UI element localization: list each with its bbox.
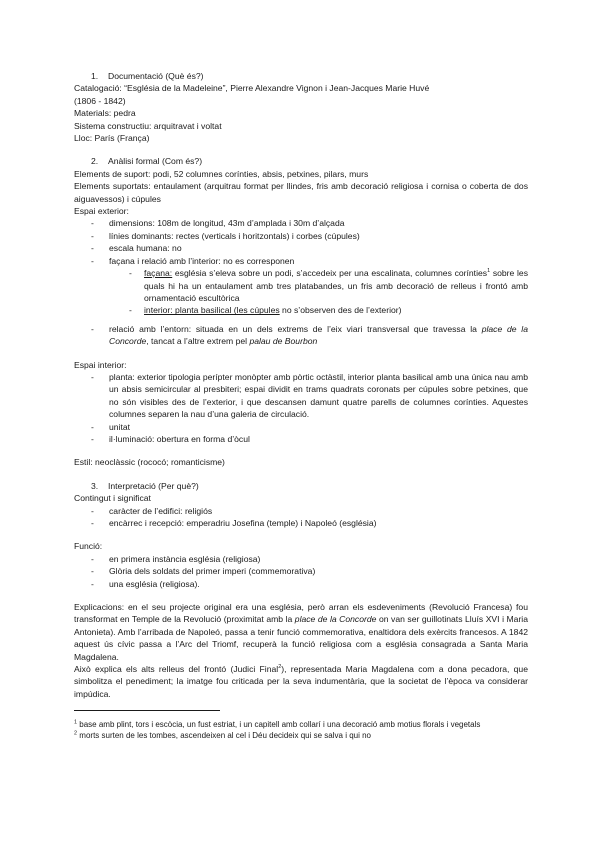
footnote-divider [74, 710, 220, 711]
footnote-ref-2[interactable]: 2 [278, 664, 282, 671]
section-2-number: 2. [91, 156, 99, 167]
footnote-1 [74, 719, 528, 730]
explanations-text-2: on van ser guillotinats Lluís XVI i Maria Antonieta). Amb l’arribada de Napoleó, passa a tenir funció commemorativa, enaltidora dels exèrcits francesos. A 1842 aquest ús cívic passa a l’Arc del Triomf, recuperà la funció religiosa com a església consagrada a Santa Maria Magdalena. [74, 614, 528, 662]
function-list [74, 553, 528, 590]
content-list [74, 505, 528, 530]
interior-text: no s’observen des de l’exterior) [279, 305, 402, 316]
facade-item [74, 267, 528, 304]
facade-sublist [74, 267, 528, 317]
place-line: Lloc: París (França) [74, 133, 150, 144]
list-item: - escala humana: no [74, 242, 528, 254]
place-concorde: place de la Concorde [109, 323, 528, 347]
explanations2-text: Això explica els alts relleus del frontó (Judici Final [74, 664, 279, 675]
facade-text: església s’eleva sobre un podi, s’accedeix per una escalinata, columnes corínties [172, 268, 488, 279]
entorn-text: relació amb l’entorn: situada en un dels extrems de l’eix viari transversal que travessa la [109, 323, 482, 334]
dates-line: (1806 - 1842) [74, 95, 126, 106]
section-1-heading [74, 70, 528, 82]
place-concorde-2: place de la Concorde [294, 614, 377, 625]
section-2-title: Anàlisi formal (Com és?) [108, 156, 203, 167]
section-1-number: 1. [91, 71, 99, 81]
list-item: - dimensions: 108m de longitud, 43m d’amplada i 30m d’alçada [74, 217, 528, 229]
list-item: - en primera instància església (religiosa) [74, 553, 528, 565]
section-3-number: 3. [91, 480, 99, 491]
list-item: - línies dominants: rectes (verticals i horitzontals) i corbes (cúpules) [74, 230, 528, 242]
list-item: - façana i relació amb l’interior: no es corresponen [74, 255, 528, 267]
support-elements: Elements de suport: podi, 52 columnes corínties, absis, petxines, pilars, murs [74, 168, 369, 179]
explanations-paragraph-2 [74, 663, 528, 700]
interior-label: interior: planta basilical (les cúpules [144, 305, 280, 316]
entorn-item [74, 323, 528, 348]
section-3-title: Interpretació (Per què?) [108, 480, 199, 491]
catalog-line: Catalogació: “Església de la Madeleine”, Pierre Alexandre Vignon i Jean-Jacques Marie Huvé [74, 83, 430, 94]
section-2-heading [74, 155, 528, 167]
footnote-ref-1[interactable]: 1 [487, 268, 491, 275]
content-label: Contingut i significat [74, 493, 151, 504]
style-line: Estil: neoclàssic (rococó; romanticisme) [74, 457, 225, 468]
footnote-2-number: 2 [74, 730, 78, 737]
exterior-label: Espai exterior: [74, 206, 129, 217]
entorn-list [74, 323, 528, 348]
footnote-1-number: 1 [74, 719, 78, 726]
explanations-paragraph [74, 601, 528, 663]
footnote-2-text: morts surten de les tombes, ascendeixen al cel i Déu decideix qui se salva i qui no [77, 731, 371, 741]
materials-line: Materials: pedra [74, 108, 136, 119]
explanations2-text-2: ), representada Maria Magdalena com a dona pecadora, que simbolitza el penediment; la imatge fou criticada per la seva indumentària, que la societat de l’època va considerar impúdica. [74, 664, 528, 699]
system-line: Sistema constructiu: arquitravat i voltat [74, 120, 222, 131]
supported-elements: Elements suportats: entaulament (arquitrau format per llindes, fris amb decoració religiosa i cornisa o coberta de dos aiguavessos) i cúpules [74, 181, 528, 204]
list-item: - encàrrec i recepció: emperadriu Josefina (temple) i Napoleó (església) [74, 517, 528, 529]
list-item: - Glòria dels soldats del primer imperi (commemorativa) [74, 565, 528, 577]
list-item: - caràcter de l’edifici: religiós [74, 505, 528, 517]
document-page [74, 70, 528, 741]
function-label: Funció: [74, 541, 103, 552]
facade-label: façana: [144, 268, 173, 279]
section-3-heading [74, 480, 528, 492]
section-1-title: Documentació (Què és?) [108, 71, 204, 81]
footnote-1-text: base amb plint, tors i escòcia, un fust estriat, i un capitell amb collarí i una decoració amb motius florals i vegetals [77, 720, 481, 730]
interior-space-label: Espai interior: [74, 359, 127, 370]
plan-item: - planta: exterior tipologia perípter monòpter amb pòrtic octàstil, interior planta basilical amb una única nau amb un absis semicircular al presbiteri; espai dividit en trams quadrats coronats per cúpules sobre petxines, que no són visibles des de l’exterior, i que descansen damunt quatre parells de columnes corínties. Aquestes columnes separen la nau d’una galeria de circulació. [74, 371, 528, 421]
list-item: - una església (religiosa). [74, 578, 528, 590]
explanations-text: Explicacions: en el seu projecte original era una església, però arran els esdeveniments (Revolució Francesa) fou transformat en Temple de la Revolució (proximitat amb la [74, 602, 528, 625]
footnote-2 [74, 730, 528, 741]
palau-bourbon: palau de Bourbon [249, 336, 318, 347]
unit-item: - unitat [74, 421, 528, 433]
interior-item [74, 304, 528, 316]
interior-list [74, 371, 528, 445]
exterior-list [74, 217, 528, 267]
entorn-text-2: , tancat a l’altre extrem pel [146, 336, 250, 347]
light-item: - il·luminació: obertura en forma d’òcul [74, 433, 528, 445]
facade-text-2: sobre les quals hi ha un entaulament amb tres platabandes, un fris amb decoració de relleus i frontó amb ornamentació escultòrica [144, 268, 528, 303]
